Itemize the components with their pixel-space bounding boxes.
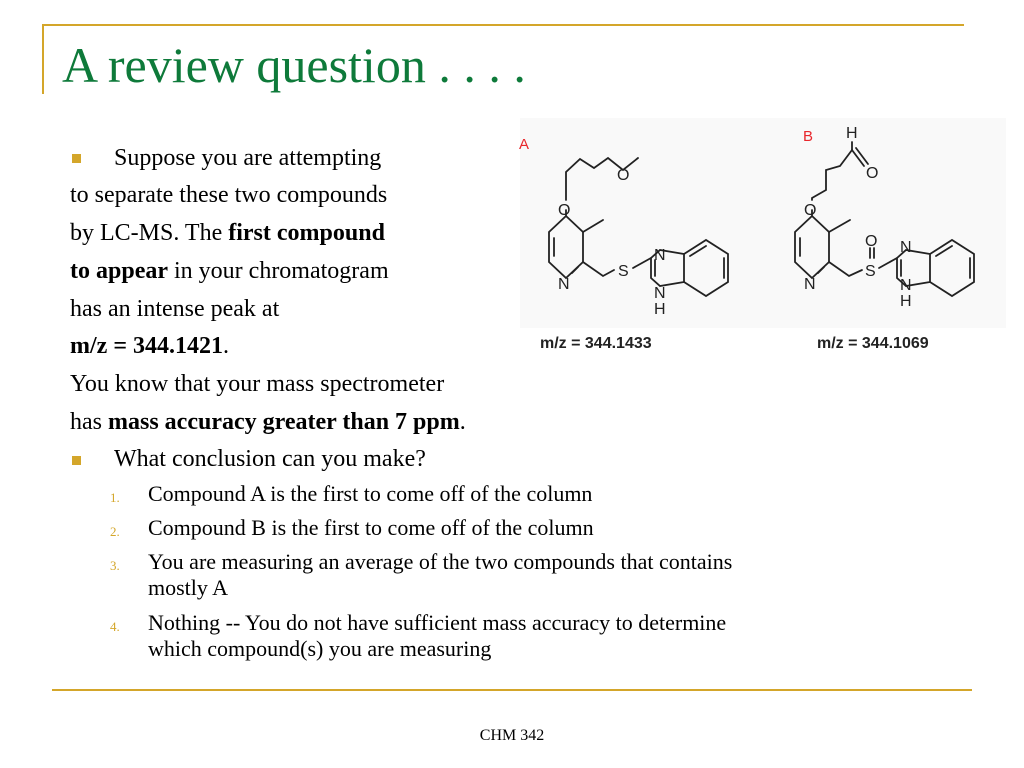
compound-a-structure — [549, 158, 728, 296]
slide-title: A review question . . . . — [62, 37, 526, 93]
atom-n: N — [654, 247, 666, 264]
option-number: 2. — [110, 524, 120, 539]
compound-a-label: A — [519, 136, 530, 153]
option-text: You are measuring an average of the two compounds that contains — [148, 549, 733, 574]
option-text-cont: mostly A — [148, 575, 229, 600]
bullet1-line8: has mass accuracy greater than 7 ppm. — [70, 409, 466, 435]
atom-n: N — [900, 277, 912, 294]
atom-n: N — [654, 285, 666, 302]
atom-s: S — [865, 263, 876, 280]
atom-n: N — [558, 276, 570, 293]
option-number: 1. — [110, 490, 120, 505]
bullet1-line6: m/z = 344.1421. — [70, 333, 229, 359]
bullet1-line2: to separate these two compounds — [70, 182, 388, 208]
atom-h: H — [900, 293, 912, 310]
compound-b-structure — [795, 142, 974, 296]
bullet1-line3: by LC-MS. The first compound — [70, 220, 385, 246]
bullet1-line5: has an intense peak at — [70, 296, 280, 322]
atom-h: H — [654, 301, 666, 318]
compound-b-mass: m/z = 344.1069 — [817, 335, 929, 352]
footer-text: CHM 342 — [479, 727, 545, 744]
option-number: 3. — [110, 558, 120, 573]
atom-o: O — [617, 167, 630, 184]
footer-divider — [52, 689, 972, 691]
option-text-cont: which compound(s) you are measuring — [148, 636, 492, 661]
bullet2-text: What conclusion can you make? — [114, 446, 426, 472]
atom-o: O — [558, 202, 571, 219]
bullet1-line1: Suppose you are attempting — [114, 145, 382, 171]
bullet1-line7: You know that your mass spectrometer — [70, 371, 445, 397]
option-text: Compound B is the first to come off of the column — [148, 515, 594, 540]
atom-h: H — [846, 125, 858, 142]
atom-o: O — [866, 165, 879, 182]
bullet1-line4: to appear in your chromatogram — [70, 258, 389, 284]
atom-o: O — [804, 202, 817, 219]
compound-b-label: B — [803, 128, 814, 145]
option-text: Nothing -- You do not have sufficient mass accuracy to determine — [148, 610, 727, 635]
option-number: 4. — [110, 619, 120, 634]
atom-s: S — [618, 263, 629, 280]
option-text: Compound A is the first to come off of the column — [148, 481, 593, 506]
atom-n: N — [900, 239, 912, 256]
atom-o: O — [865, 233, 878, 250]
compound-a-mass: m/z = 344.1433 — [540, 335, 652, 352]
atom-n: N — [804, 276, 816, 293]
